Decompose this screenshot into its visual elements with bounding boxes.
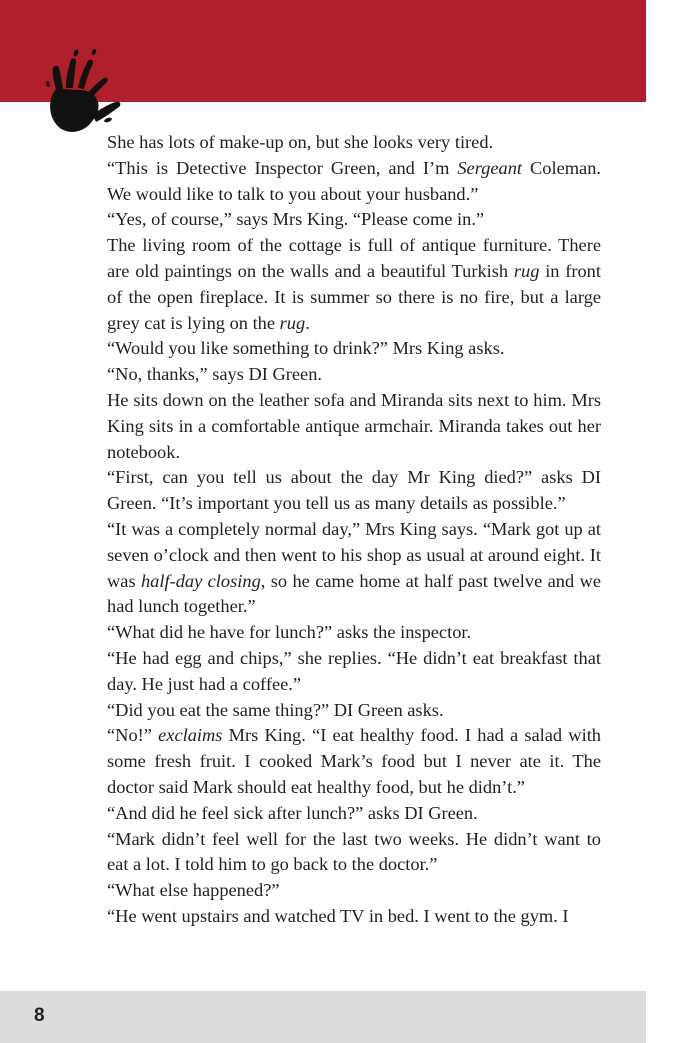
italic-word: half-day closing [140,570,261,591]
paragraph: “Did you eat the same thing?” DI Green asks. [107,699,444,720]
footer-band [0,991,646,1043]
paragraph: “It was a completely normal day,” Mrs King says. “Mark got up at seven o’clock and then went to his shop as usual at around eight. It was half-day closing, so he came home at half past twelve and we had lunch together.” [107,518,601,617]
paragraph: “This is Detective Inspector Green, and I’m Sergeant Coleman. We would like to talk to you about your husband.” [107,157,601,204]
story-text [107,130,601,930]
paragraph: He sits down on the leather sofa and Miranda sits next to him. Mrs King sits in a comfortable antique armchair. Miranda takes out her notebook. [107,389,601,462]
handprint-icon [38,44,130,136]
paragraph: “First, can you tell us about the day Mr King died?” asks DI Green. “It’s important you tell us as many details as possible.” [107,467,601,514]
paragraph: “No!” exclaims Mrs King. “I eat healthy food. I had a salad with some fresh fruit. I cooked Mark’s food but I never ate it. The doctor said Mark should eat healthy food, but he didn’t.” [107,725,601,797]
paragraph: “He went upstairs and watched TV in bed. I went to the gym. I [107,905,569,926]
italic-word: Sergeant [457,157,523,178]
paragraph: “Mark didn’t feel well for the last two weeks. He didn’t want to eat a lot. I told him to go back to the doctor.” [107,828,601,875]
paragraph: “What else happened?” [107,880,280,901]
paragraph: The living room of the cottage is full of antique furniture. There are old paintings on the walls and a beautiful Turkish rug in front of the open fireplace. It is summer so there is no fire, but a large grey cat is lying on the rug. [107,235,601,333]
paragraph: “He had egg and chips,” she replies. “He didn’t eat breakfast that day. He just had a coffee.” [107,647,601,694]
paragraph: “No, thanks,” says DI Green. [107,364,323,385]
page-number: 8 [34,1005,45,1026]
paragraph: She has lots of make-up on, but she looks very tired. [107,132,494,152]
paragraph: “What did he have for lunch?” asks the inspector. [107,622,472,643]
italic-word: rug [279,312,306,333]
paragraph: “And did he feel sick after lunch?” asks DI Green. [107,802,478,823]
italic-word: exclaims [158,725,223,746]
paragraph: “Would you like something to drink?” Mrs King asks. [107,338,505,359]
italic-word: rug [513,260,540,281]
paragraph: “Yes, of course,” says Mrs King. “Please come in.” [107,209,485,230]
